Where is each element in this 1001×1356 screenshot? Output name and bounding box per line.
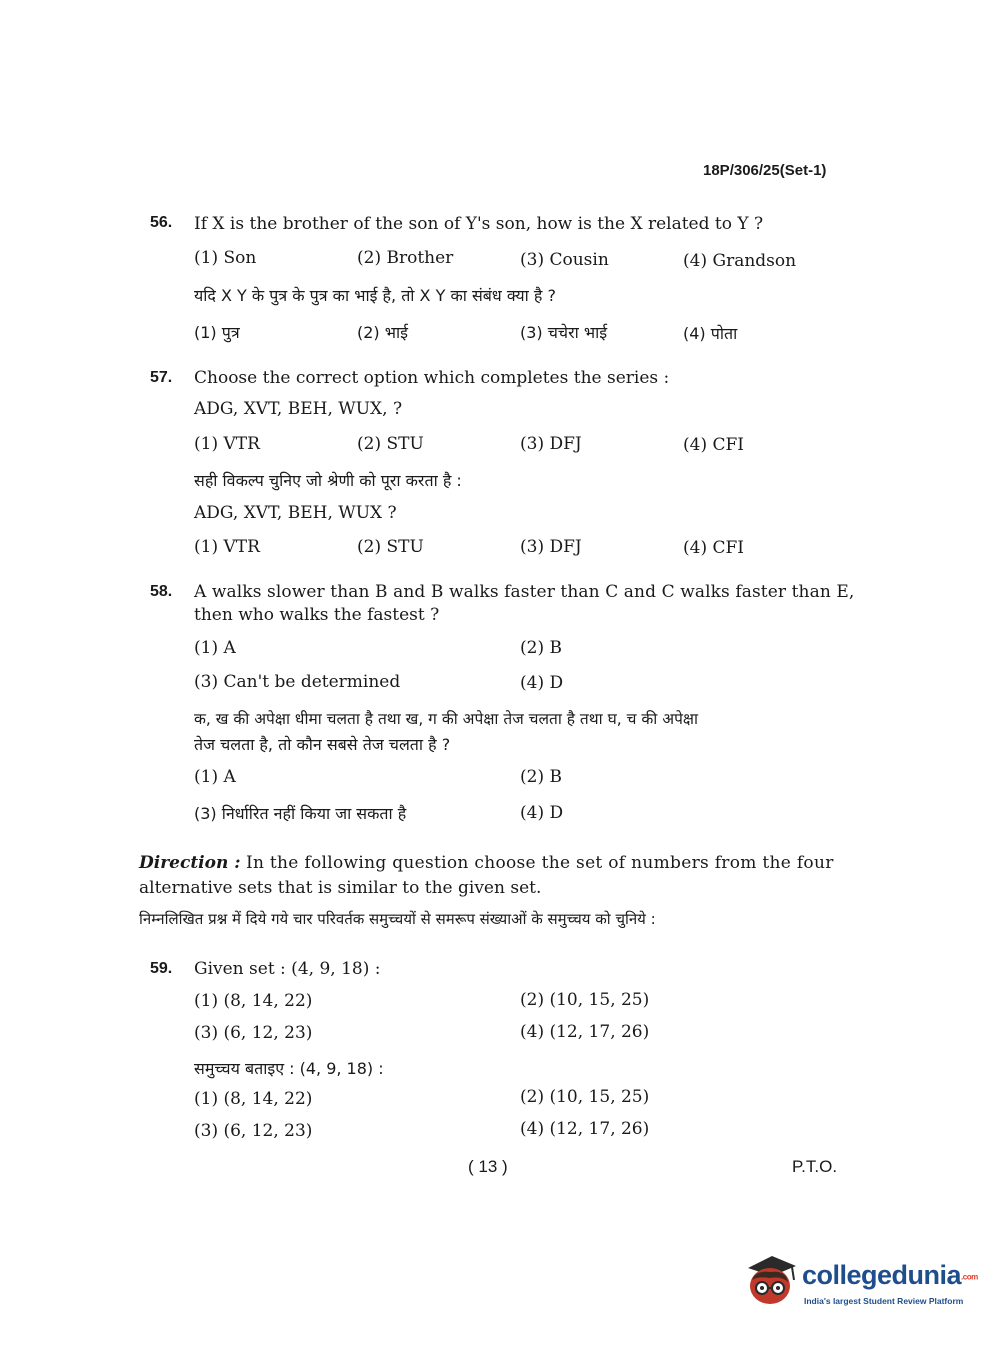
question-text: Choose the correct option which completes the series : [194,368,670,388]
direction-text: In the following question choose the set of numbers from the four [245,853,834,873]
option: (4) D [520,673,564,693]
option: (1) A [194,638,236,658]
option: (4) CFI [683,435,745,455]
option: (3) DFJ [520,434,582,454]
direction-label: Direction : [139,853,241,873]
question-text: A walks slower than B and B walks faster than C and C walks faster than E, [194,582,855,602]
option: (1) (8, 14, 22) [194,991,313,1011]
option: (3) Cousin [520,250,609,270]
option: (2) Brother [357,248,454,268]
paper-code: 18P/306/25(Set-1) [703,162,827,179]
question-number: 57. [150,369,173,386]
question-text: If X is the brother of the son of Y's son, how is the X related to Y ? [194,214,764,234]
option: (3) (6, 12, 23) [194,1121,313,1141]
pto-label: P.T.O. [792,1157,838,1176]
question-text-hindi: समुच्चय बताइए : (4, 9, 18) : [194,1059,384,1078]
option: (3) Can't be determined [194,672,401,692]
question-text-hindi: सही विकल्प चुनिए जो श्रेणी को पूरा करता है : [194,471,462,490]
option: (4) (12, 17, 26) [520,1022,650,1042]
option: (1) A [194,767,236,787]
question-text-hindi: तेज चलता है, तो कौन सबसे तेज चलता है ? [194,735,451,754]
direction-text: alternative sets that is similar to the given set. [139,878,542,898]
option: (4) CFI [683,538,745,558]
direction-text-hindi: निम्नलिखित प्रश्न में दिये गये चार परिवर्तक समुच्चयों से समरूप संख्याओं के समुच्चय को चुनिये : [139,910,656,928]
option: (1) पुत्र [194,323,240,342]
mascot-icon [742,1250,800,1312]
option: (2) STU [357,537,424,557]
option: (3) निर्धारित नहीं किया जा सकता है [194,804,407,823]
brand-suffix: .com [961,1272,978,1282]
series: ADG, XVT, BEH, WUX ? [194,503,397,523]
question-text: Given set : (4, 9, 18) : [194,959,381,979]
question-text: then who walks the fastest ? [194,605,440,625]
question-number: 58. [150,583,173,600]
option: (2) भाई [357,323,408,342]
question-number: 56. [150,214,173,231]
question-text-hindi: क, ख की अपेक्षा धीमा चलता है तथा ख, ग की अपेक्षा तेज चलता है तथा घ, च की अपेक्षा [194,710,699,728]
option: (3) DFJ [520,537,582,557]
page-number: ( 13 ) [468,1157,508,1176]
option: (4) पोता [683,324,738,343]
question-number: 59. [150,960,173,977]
collegedunia-logo [742,1250,978,1320]
series: ADG, XVT, BEH, WUX, ? [194,399,403,419]
option: (3) (6, 12, 23) [194,1023,313,1043]
option: (4) (12, 17, 26) [520,1119,650,1139]
option: (2) (10, 15, 25) [520,990,650,1010]
option: (2) STU [357,434,424,454]
option: (4) Grandson [683,251,797,271]
option: (2) B [520,638,562,658]
option: (1) VTR [194,434,260,454]
brand-tagline: India's largest Student Review Platform [804,1296,964,1306]
option: (4) D [520,803,564,823]
option: (3) चचेरा भाई [520,323,608,342]
option: (2) (10, 15, 25) [520,1087,650,1107]
option: (1) (8, 14, 22) [194,1089,313,1109]
option: (2) B [520,767,562,787]
option: (1) Son [194,248,257,268]
option: (1) VTR [194,537,260,557]
question-text-hindi: यदि X Y के पुत्र के पुत्र का भाई है, तो X Y का संबंध क्या है ? [194,286,556,305]
brand-name: collegedunia [802,1260,962,1290]
